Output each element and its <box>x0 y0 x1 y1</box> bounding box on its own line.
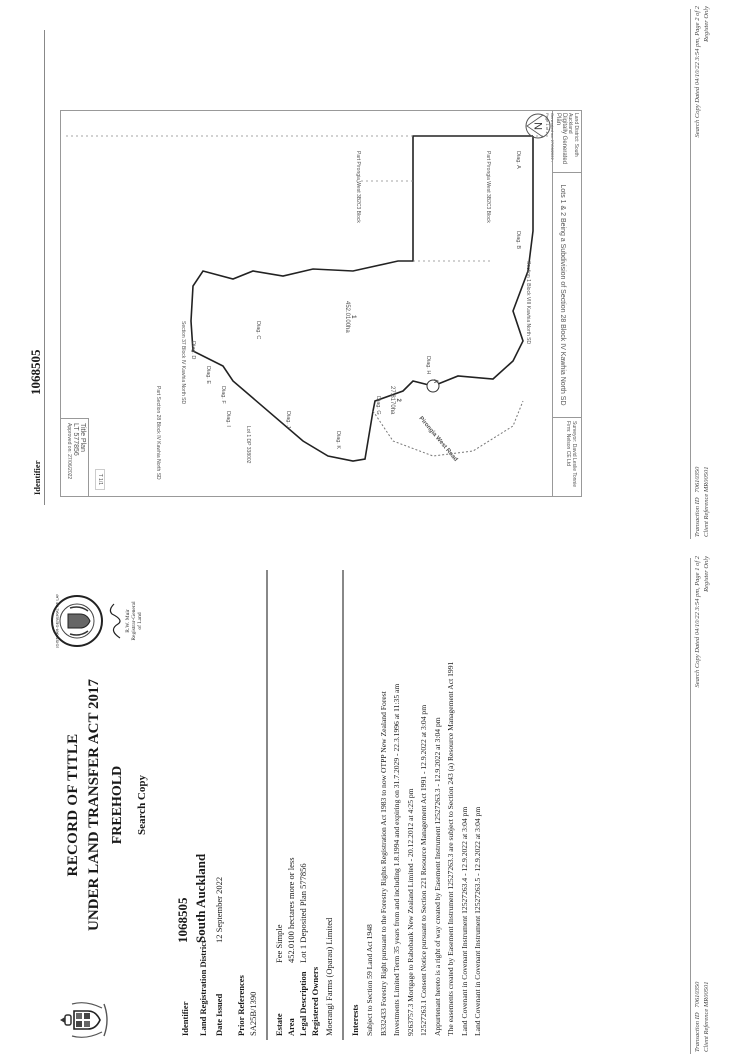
identifier-label: Identifier <box>32 460 42 495</box>
interest-item: Appurtenant hereto is a right of way created by Easement Instrument 12527263.3 - 12.9.2022 at 3:04 pm <box>432 717 442 1036</box>
diagram-label: Diag. B <box>515 231 521 250</box>
plan-digital: Digitally Generated Plan <box>555 113 567 165</box>
footer-right <box>693 556 711 688</box>
registered-owners-value: Moerangi Farms (Oparau) Limited <box>324 917 334 1036</box>
approved-date: Approved on: 27/06/2022 <box>66 423 72 480</box>
adjacent-label: Section 1 Block VIII Kawhia North SD <box>525 261 531 345</box>
interest-item: Land Covenant in Covenant Instrument 12527263.4 - 12.9.2022 at 3:04 pm <box>459 806 469 1036</box>
identifier-value: 1068505 <box>28 349 43 395</box>
footer-rule <box>690 9 691 539</box>
interest-item: Land Covenant in Covenant Instrument 12527263.5 - 12.9.2022 at 3:04 pm <box>473 806 482 1036</box>
plan-surveyor: Surveyor: David Leslie Tonnie <box>571 421 577 488</box>
diagram-label: Diag. D <box>190 341 196 360</box>
diagram-label: Diag. J <box>285 411 291 429</box>
search-copy-dated: Search Copy Dated 04/10/22 3:54 pm, Page 2 of 2 <box>694 6 701 138</box>
diagram-label: Diag. I <box>225 411 231 427</box>
estate-value: Fee Simple <box>274 924 284 963</box>
date-issued-label: Date Issued <box>214 993 224 1036</box>
footer-rule <box>690 558 691 1054</box>
document-subtitle: Search Copy <box>136 775 148 835</box>
title-page-2 <box>20 0 745 545</box>
road-label: Pirongia West Road <box>417 415 459 463</box>
registrar-general-of-land-seal-icon <box>50 594 104 648</box>
footer-right <box>693 6 711 138</box>
adjacent-label: Section 37 Block IV Kawhia North SD <box>180 321 186 405</box>
client-reference-label: Client Reference <box>703 493 710 537</box>
date-issued-value: 12 September 2022 <box>214 876 224 943</box>
interest-item: The easements created by Easement Instrument 12527263.3 are subject to Section 243 (a) Resource Management Act 1991 <box>446 661 455 1036</box>
identifier-value: 1068505 <box>175 897 190 943</box>
footer-left <box>693 981 711 1052</box>
diagram-label: Diag. G <box>375 396 381 415</box>
plan-district: Land District: South Auckland <box>567 113 579 157</box>
transaction-id-value: 70610350 <box>694 466 701 493</box>
signatory-title: Registrar-General <box>131 601 137 641</box>
plan-title-strip <box>545 111 581 496</box>
diagram-label: Diag. H <box>425 356 431 375</box>
interest-item: 12527263.1 Consent Notice pursuant to Section 221 Resource Management Act 1991 - 12.9.2022 at 3:04 pm <box>419 704 428 1036</box>
estate-label: Estate <box>274 1013 284 1036</box>
plan-number: LT 577856 <box>72 423 79 456</box>
title-plan <box>60 110 582 497</box>
transaction-id-value: 70610350 <box>694 981 701 1008</box>
client-reference-label: Client Reference <box>703 1008 710 1052</box>
document-title-line3: FREEHOLD <box>110 765 125 845</box>
district-label: Land Registration District <box>198 940 208 1036</box>
diagram-label: Diag. E <box>205 366 211 385</box>
svg-text:REGISTRAR-GENERAL OF LAND: REGISTRAR-GENERAL OF LAND <box>54 594 60 648</box>
interest-item: Subject to Section 59 Land Act 1948 <box>365 924 374 1036</box>
document-title-line2: UNDER LAND TRANSFER ACT 2017 <box>86 679 102 931</box>
easement-marker: A <box>432 379 438 384</box>
client-reference-value: MR00501 <box>703 981 710 1008</box>
adjacent-label: Lot 1 DP 338002 <box>245 426 251 464</box>
district-value: South Auckland <box>193 853 208 943</box>
lot-1-label: 1 452.0100ha <box>344 301 356 333</box>
adjacent-label: Part Section 28 Block IV Kawhia North SD <box>155 386 161 480</box>
parcel-boundary-drawing <box>63 111 553 496</box>
diagram-label: Diag. F <box>220 386 226 404</box>
transaction-id-label: Transaction ID <box>694 1012 701 1052</box>
registered-owners-label: Registered Owners <box>310 966 320 1036</box>
title-page-1 <box>20 550 745 1060</box>
legal-description-label: Legal Description <box>298 971 308 1036</box>
north-arrow-icon <box>518 111 553 141</box>
prior-references-label: Prior References <box>236 975 246 1036</box>
legal-description-value: Lot 1 Deposited Plan 577856 <box>298 863 308 963</box>
area-value: 452.0100 hectares more or less <box>286 857 296 963</box>
adjacent-label: Part Pirongia West 3B2C3 Block <box>355 151 361 223</box>
header-rule <box>44 30 45 505</box>
transaction-id-label: Transaction ID <box>694 497 701 537</box>
interest-item: Investments Limited Term 35 years from and including 1.8.1994 and expiring on 31.7.2029 - 22.3.1996 at 11:35 am <box>392 683 401 1036</box>
search-copy-dated: Search Copy Dated 04/10/22 3:54 pm, Page 1 of 2 <box>694 556 701 688</box>
diagram-label: Diag. A <box>515 151 521 169</box>
register-only: Register Only <box>703 6 710 42</box>
identifier-label: Identifier <box>180 1001 190 1036</box>
divider <box>342 570 344 1040</box>
interests-list <box>363 662 485 1036</box>
plan-firm: Firm: Nelson CE Ltd <box>565 421 571 467</box>
adjacent-label: Part Pirongia West 3B2C3 Block <box>485 151 491 223</box>
prior-references-value: SA25B/1390 <box>248 991 258 1036</box>
interests-heading: Interests <box>350 1004 360 1036</box>
nz-coat-of-arms-icon <box>58 998 110 1042</box>
footer-left <box>693 466 711 537</box>
signatory-title-2: of Land <box>137 612 143 630</box>
signatory-name: R.W. Muir <box>125 609 131 633</box>
title-plan-label: Title Plan <box>79 423 86 452</box>
register-only: Register Only <box>703 556 710 592</box>
title-plan-block <box>61 418 89 496</box>
lot-2-label: 2 27.8170ha <box>389 386 401 415</box>
diagram-label: Diag. K <box>335 431 341 450</box>
signature <box>108 598 124 642</box>
sheet-ref: T 1/1 <box>95 469 105 490</box>
svg-text:N: N <box>533 122 545 130</box>
divider <box>266 570 268 1040</box>
interest-item: B332433 Forestry Right pursuant to the Forestry Rights Registration Act 1983 to now OTPP New Zealand Forest <box>378 691 388 1036</box>
client-reference-value: MR00501 <box>703 466 710 493</box>
plan-generated: Generated on: 27/06/2022 - Page 1 of 1 <box>545 113 555 163</box>
area-label: Area <box>286 1018 296 1036</box>
interest-item: 9263757.3 Mortgage to Rabobank New Zealand Limited - 20.12.2012 at 4:25 pm <box>405 788 415 1036</box>
document-title-line1: RECORD OF TITLE <box>65 733 81 877</box>
diagram-label: Diag. C <box>255 321 261 340</box>
plan-title: Lots 1 & 2 Being a Subdivision of Section 28 Block IV Kawhia North SD <box>553 173 581 418</box>
